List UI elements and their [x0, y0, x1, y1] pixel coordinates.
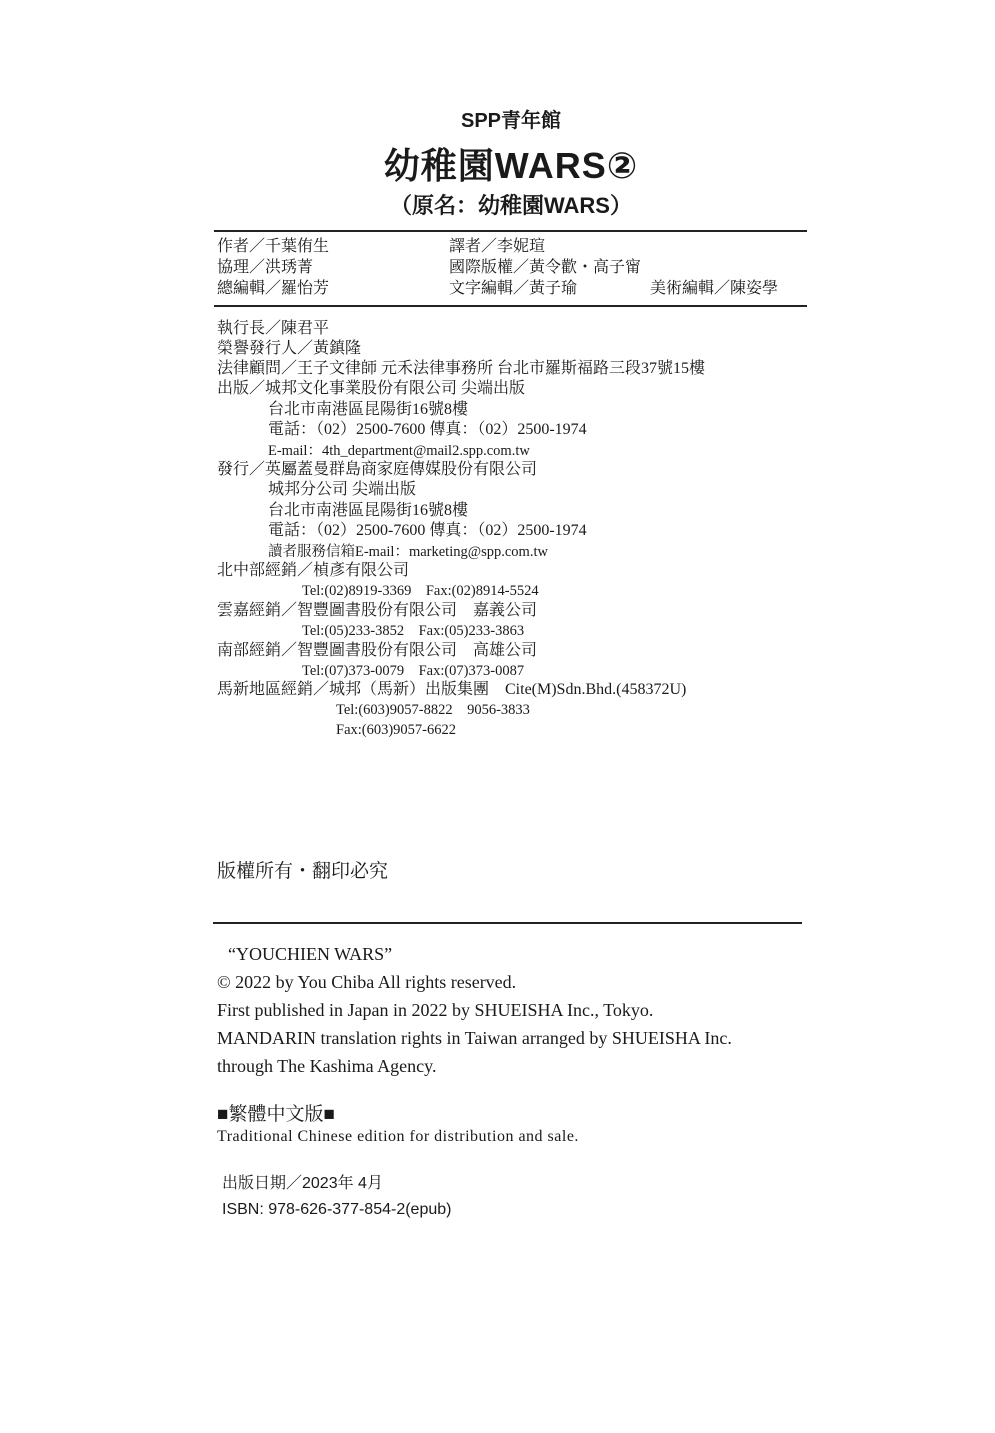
isbn: ISBN: 978-626-377-854-2(epub): [222, 1201, 452, 1218]
north-distributor-tel: Tel:(02)8919-3369 Fax:(02)8914-5524: [302, 583, 539, 599]
yunjia-distributor-tel: Tel:(05)233-3852 Fax:(05)233-3863: [302, 623, 525, 639]
credit-translator: 譯者／李妮瑄: [449, 238, 546, 255]
publisher: 出版／城邦文化事業股份有限公司 尖端出版: [217, 380, 526, 397]
credit-chief-editor: 總編輯／羅怡芳: [217, 280, 330, 297]
credit-intl-rights: 國際版權／黃令歡・高子甯: [449, 259, 642, 276]
distributor-branch: 城邦分公司 尖端出版: [268, 481, 417, 498]
publication-date: 出版日期／2023年 4月: [222, 1175, 383, 1192]
honorary-publisher: 榮譽發行人／黃鎮隆: [217, 340, 362, 357]
divider-credits: [214, 305, 807, 307]
original-title: （原名：幼稚園WARS）: [389, 193, 632, 218]
english-line-1: © 2022 by You Chiba All rights reserved.: [217, 972, 517, 992]
legal-advisor: 法律顧問／王子文律師 元禾法律事務所 台北市羅斯福路三段37號15樓: [217, 360, 706, 377]
distributor: 發行／英屬蓋曼群島商家庭傳媒股份有限公司: [217, 461, 538, 478]
distributor-address: 台北市南港區昆陽街16號8樓: [268, 502, 469, 519]
malaysia-distributor-tel: Tel:(603)9057-8822 9056-3833: [336, 702, 530, 718]
distributor-phone: 電話：（02）2500-7600 傳真：（02）2500-1974: [268, 522, 587, 539]
publisher-address: 台北市南港區昆陽街16號8樓: [268, 401, 469, 418]
copyright-notice: 版權所有・翻印必究: [217, 861, 389, 882]
divider-english: [213, 922, 802, 924]
publisher-email: E-mail：4th_department@mail2.spp.com.tw: [268, 443, 530, 459]
english-line-3: MANDARIN translation rights in Taiwan arranged by SHUEISHA Inc.: [217, 1028, 732, 1048]
yunjia-distributor: 雲嘉經銷／智豐圖書股份有限公司 嘉義公司: [217, 602, 538, 619]
divider-top: [214, 230, 807, 232]
edition-note: Traditional Chinese edition for distribution and sale.: [217, 1128, 579, 1145]
credit-text-editor: 文字編輯／黃子瑜: [449, 280, 578, 297]
ceo: 執行長／陳君平: [217, 320, 330, 337]
english-line-4: through The Kashima Agency.: [217, 1056, 437, 1076]
series-name: SPP青年館: [460, 110, 562, 132]
malaysia-distributor: 馬新地區經銷／城邦（馬新）出版集團 Cite(M)Sdn.Bhd.(458372U): [217, 681, 687, 698]
english-line-2: First published in Japan in 2022 by SHUEISHA Inc., Tokyo.: [217, 1000, 654, 1020]
edition-label: ■繁體中文版■: [217, 1104, 335, 1125]
south-distributor: 南部經銷／智豐圖書股份有限公司 高雄公司: [217, 642, 538, 659]
credit-art-editor: 美術編輯／陳姿學: [650, 280, 779, 297]
distributor-email: 讀者服務信箱E-mail：marketing@spp.com.tw: [268, 544, 548, 560]
book-title: 幼稚園WARS②: [383, 145, 639, 186]
south-distributor-tel: Tel:(07)373-0079 Fax:(07)373-0087: [302, 663, 525, 679]
credit-assistant: 協理／洪琇菁: [217, 259, 314, 276]
credit-author: 作者／千葉侑生: [217, 238, 330, 255]
publisher-phone: 電話：（02）2500-7600 傳真：（02）2500-1974: [268, 421, 587, 438]
malaysia-distributor-fax: Fax:(603)9057-6622: [336, 722, 457, 738]
english-title: “YOUCHIEN WARS”: [228, 944, 393, 964]
north-distributor: 北中部經銷／楨彥有限公司: [217, 562, 410, 579]
